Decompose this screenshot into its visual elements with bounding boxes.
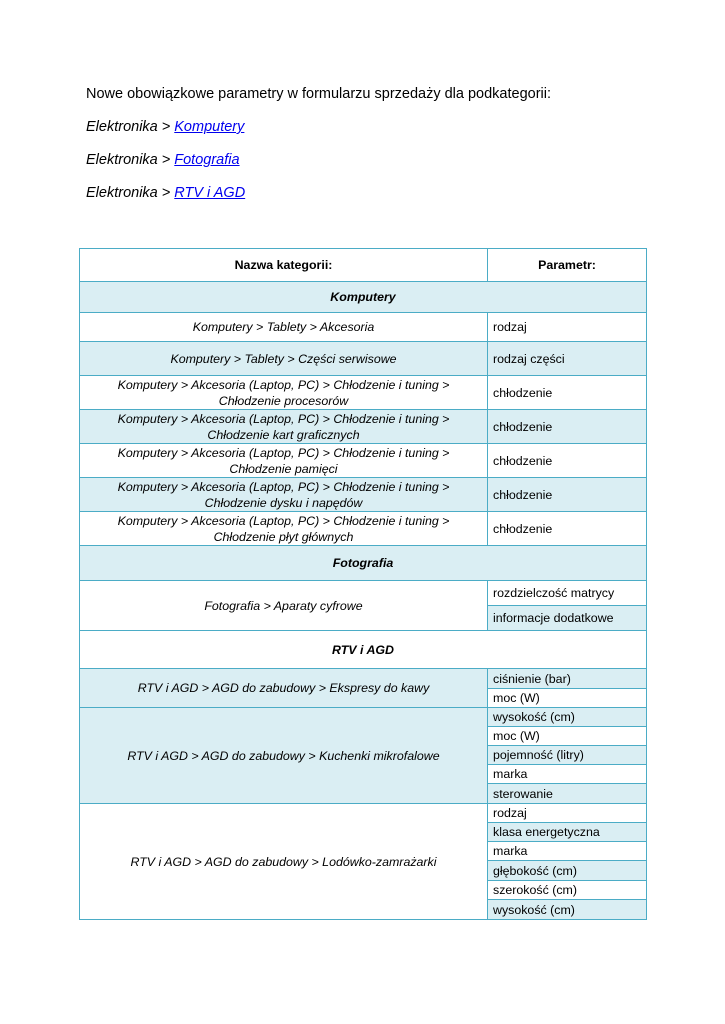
parameter-cell: wysokość (cm) — [488, 900, 647, 920]
parameter-cell: chłodzenie — [488, 410, 647, 444]
breadcrumb-prefix: Elektronika > — [86, 185, 175, 201]
intro-text: Nowe obowiązkowe parametry w formularzu sprzedaży dla podkategorii: — [86, 86, 552, 102]
parameter-cell: szerokość (cm) — [488, 881, 647, 900]
parameter-cell: moc (W) — [488, 727, 647, 746]
link-fotografia[interactable]: Fotografia — [174, 152, 240, 168]
category-cell: RTV i AGD > AGD do zabudowy > Lodówko-zamrażarki — [80, 804, 488, 920]
category-cell: Komputery > Akcesoria (Laptop, PC) > Chłodzenie i tuning > Chłodzenie pamięci — [80, 444, 488, 478]
header-category: Nazwa kategorii: — [80, 249, 488, 282]
category-cell: Komputery > Tablety > Akcesoria — [80, 313, 488, 342]
header-parameter: Parametr: — [488, 249, 647, 282]
parameter-cell: chłodzenie — [488, 478, 647, 512]
parameters-table — [79, 248, 647, 920]
breadcrumb-prefix: Elektronika > — [86, 152, 175, 168]
section-title-komputery: Komputery — [80, 282, 647, 313]
breadcrumb-prefix: Elektronika > — [86, 119, 175, 135]
parameter-cell: rodzaj — [488, 313, 647, 342]
category-cell: RTV i AGD > AGD do zabudowy > Ekspresy do kawy — [80, 669, 488, 708]
category-cell: Komputery > Akcesoria (Laptop, PC) > Chłodzenie i tuning > Chłodzenie dysku i napędów — [80, 478, 488, 512]
category-cell: Komputery > Akcesoria (Laptop, PC) > Chłodzenie i tuning > Chłodzenie płyt głównych — [80, 512, 488, 546]
parameter-cell: chłodzenie — [488, 376, 647, 410]
parameter-cell: chłodzenie — [488, 444, 647, 478]
category-cell: Komputery > Akcesoria (Laptop, PC) > Chłodzenie i tuning > Chłodzenie kart graficznych — [80, 410, 488, 444]
parameter-cell: ciśnienie (bar) — [488, 669, 647, 689]
parameter-cell: marka — [488, 842, 647, 861]
section-title-fotografia: Fotografia — [80, 546, 647, 581]
parameter-cell: pojemność (litry) — [488, 746, 647, 765]
category-cell: Komputery > Tablety > Części serwisowe — [80, 342, 488, 376]
parameter-cell: rodzaj — [488, 804, 647, 823]
parameter-cell: chłodzenie — [488, 512, 647, 546]
breadcrumb-rtv-agd — [86, 185, 245, 201]
breadcrumb-komputery — [86, 119, 244, 135]
parameter-cell: sterowanie — [488, 784, 647, 804]
parameter-cell: rozdzielczość matrycy — [488, 581, 647, 606]
parameter-cell: głębokość (cm) — [488, 861, 647, 881]
category-cell: Komputery > Akcesoria (Laptop, PC) > Chłodzenie i tuning > Chłodzenie procesorów — [80, 376, 488, 410]
parameter-cell: rodzaj części — [488, 342, 647, 376]
parameter-cell: klasa energetyczna — [488, 823, 647, 842]
breadcrumb-fotografia — [86, 152, 240, 168]
parameter-cell: marka — [488, 765, 647, 784]
link-rtv-agd[interactable]: RTV i AGD — [174, 185, 246, 201]
parameter-cell: informacje dodatkowe — [488, 606, 647, 631]
category-cell: Fotografia > Aparaty cyfrowe — [80, 581, 488, 631]
category-cell: RTV i AGD > AGD do zabudowy > Kuchenki mikrofalowe — [80, 708, 488, 804]
parameter-cell: moc (W) — [488, 689, 647, 708]
link-komputery[interactable]: Komputery — [174, 119, 245, 135]
parameter-cell: wysokość (cm) — [488, 708, 647, 727]
section-title-rtv-agd: RTV i AGD — [80, 631, 647, 669]
